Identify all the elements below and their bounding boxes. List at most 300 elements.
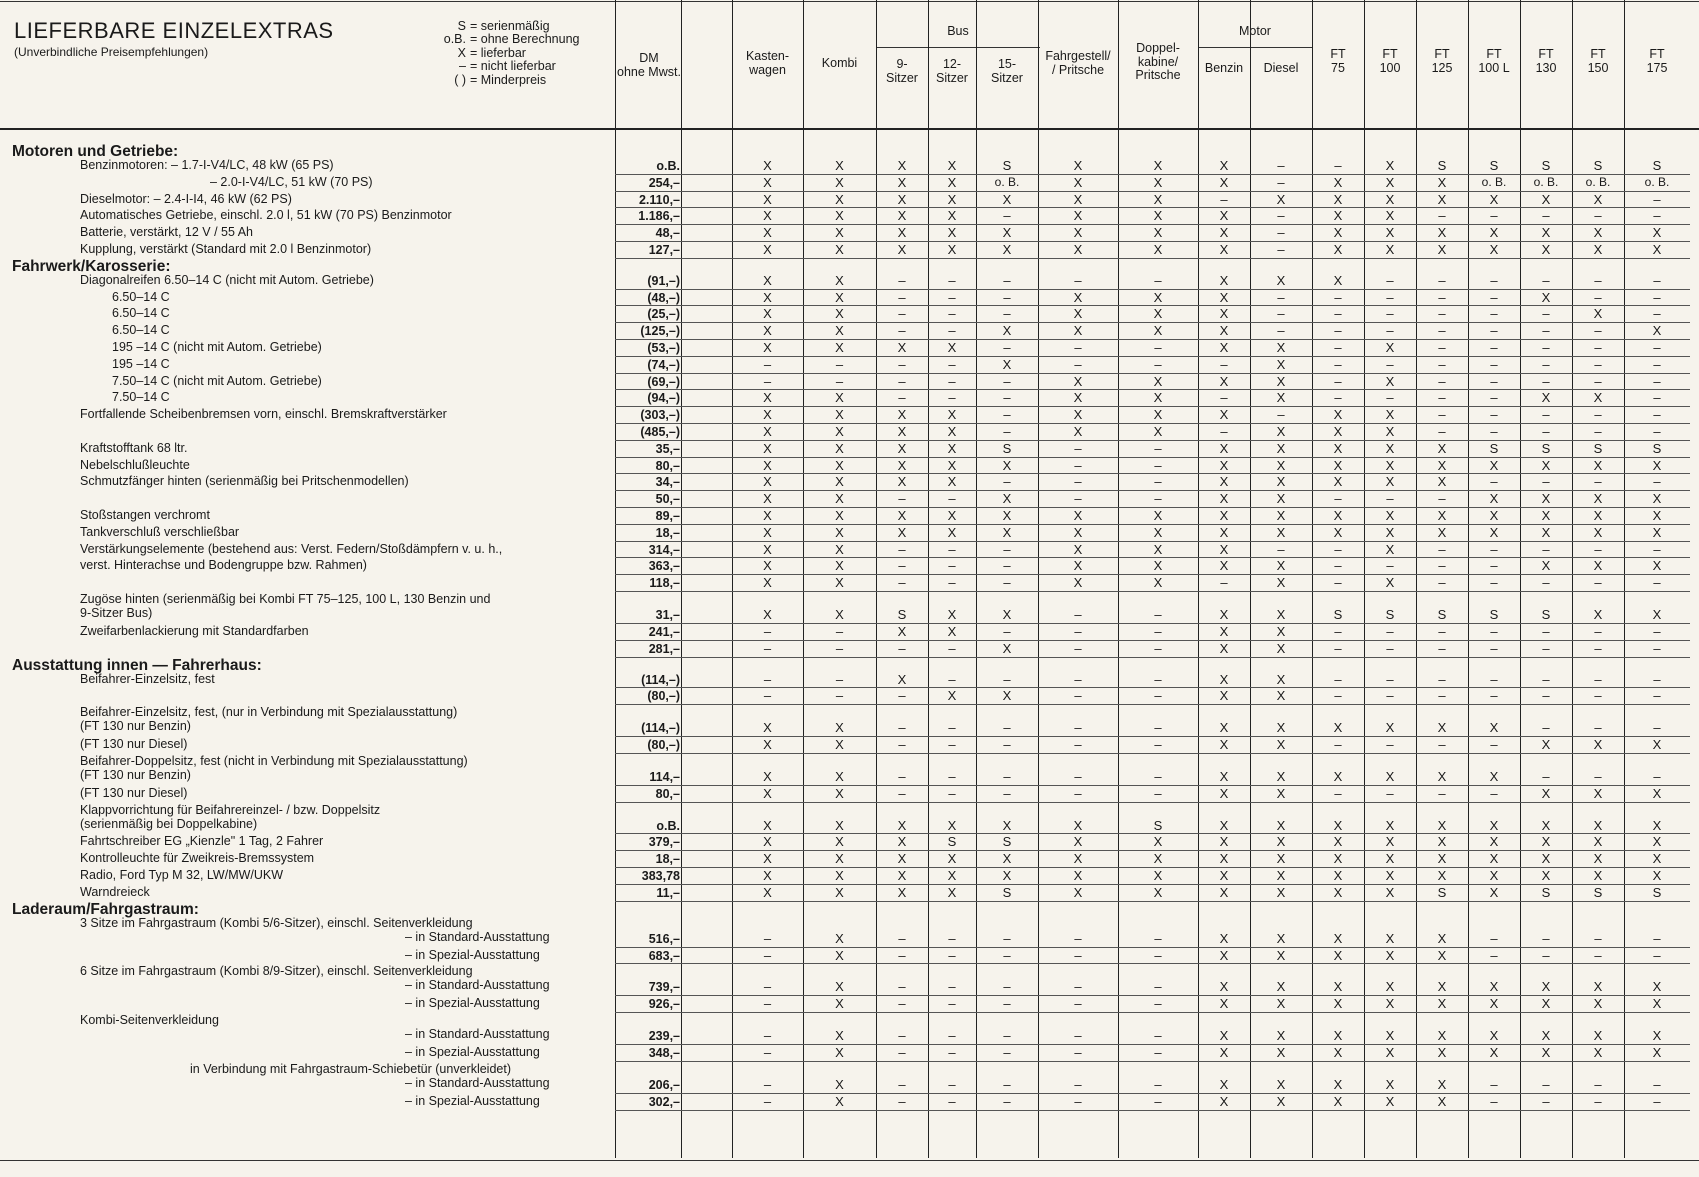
row-label: Automatisches Getriebe, einschl. 2.0 l, 51 kW (70 PS) Benzinmotor <box>80 208 452 223</box>
availability-mark: X <box>1593 834 1603 850</box>
bus-group-header: Bus <box>947 24 969 38</box>
availability-mark: – <box>898 1076 906 1092</box>
availability-mark: – <box>898 1093 906 1109</box>
availability-mark: – <box>1334 558 1342 574</box>
availability-mark: – <box>1653 1093 1661 1109</box>
availability-mark: – <box>763 688 772 704</box>
availability-mark: – <box>1334 688 1342 704</box>
availability-mark: – <box>1653 289 1661 305</box>
availability-mark: X <box>1219 457 1229 473</box>
availability-mark: X <box>1437 768 1447 784</box>
availability-mark: X <box>835 737 844 753</box>
availability-mark: X <box>1385 930 1395 946</box>
row-label-continued: – in Standard-Ausstattung <box>405 1027 550 1042</box>
availability-mark: – <box>898 491 906 507</box>
availability-mark: – <box>1386 491 1394 507</box>
availability-mark: X <box>1385 407 1395 423</box>
availability-mark: X <box>1385 868 1395 884</box>
availability-mark: – <box>1542 208 1550 224</box>
column-header: 175 <box>1646 60 1668 75</box>
availability-mark: X <box>763 851 772 867</box>
availability-mark: – <box>1594 424 1602 439</box>
row-label: 195 –14 C (nicht mit Autom. Getriebe) <box>112 340 322 354</box>
availability-mark: X <box>1002 242 1012 257</box>
availability-mark: – <box>1386 671 1394 687</box>
availability-mark: X <box>835 390 844 406</box>
availability-mark: X <box>947 623 957 639</box>
availability-mark: X <box>1276 373 1286 389</box>
availability-mark: X <box>835 834 844 850</box>
availability-mark: – <box>1277 242 1285 257</box>
row-price: 281,– <box>648 641 680 656</box>
availability-mark: X <box>1276 1028 1286 1044</box>
availability-mark: – <box>1490 640 1498 656</box>
availability-mark: X <box>1219 491 1229 507</box>
availability-mark: S <box>1002 884 1012 900</box>
availability-mark: X <box>835 868 844 884</box>
availability-mark: S <box>1385 607 1395 622</box>
availability-mark: – <box>1003 1045 1011 1061</box>
availability-mark: X <box>1385 947 1395 963</box>
availability-mark: X <box>897 671 907 687</box>
availability-mark: – <box>898 720 906 736</box>
row-price: (48,–) <box>647 290 680 305</box>
availability-mark: – <box>1653 640 1661 656</box>
availability-mark: X <box>1333 996 1343 1012</box>
row-label-continued: 9-Sitzer Bus) <box>80 606 153 620</box>
availability-mark: – <box>1154 457 1162 473</box>
availability-mark: – <box>1438 289 1446 305</box>
availability-mark: – <box>1074 272 1082 288</box>
availability-mark: X <box>1002 491 1012 507</box>
availability-mark: X <box>1593 225 1603 241</box>
availability-mark: X <box>1219 1093 1229 1109</box>
availability-mark: X <box>1437 817 1447 833</box>
row-label: (FT 130 nur Diesel) <box>80 785 188 800</box>
availability-mark: – <box>1154 930 1162 946</box>
availability-mark: X <box>897 225 907 241</box>
availability-mark: – <box>1490 407 1498 423</box>
availability-mark: X <box>835 491 844 507</box>
availability-mark: X <box>1593 607 1603 622</box>
availability-mark: X <box>897 474 907 490</box>
availability-mark: X <box>1153 508 1163 523</box>
availability-mark: X <box>1153 884 1163 900</box>
availability-mark: – <box>898 930 906 946</box>
availability-mark: – <box>1003 373 1011 389</box>
availability-mark: X <box>1219 1045 1229 1061</box>
row-price: 348,– <box>648 1046 680 1061</box>
availability-mark: X <box>1219 225 1229 241</box>
availability-mark: – <box>948 671 956 687</box>
availability-mark: X <box>1219 640 1229 656</box>
availability-mark: – <box>763 996 772 1012</box>
availability-mark: – <box>1154 1093 1162 1109</box>
availability-mark: – <box>1003 930 1011 946</box>
availability-mark: X <box>1333 1076 1343 1092</box>
availability-mark: X <box>1153 373 1163 389</box>
availability-mark: X <box>897 508 907 523</box>
availability-mark: – <box>1074 491 1082 507</box>
legend-key: – <box>459 59 466 74</box>
availability-mark: X <box>1276 474 1286 490</box>
availability-mark: – <box>1220 575 1228 591</box>
availability-mark: – <box>1490 785 1498 801</box>
availability-mark: X <box>897 242 907 257</box>
availability-mark: X <box>1333 424 1343 439</box>
availability-mark: – <box>948 930 956 946</box>
availability-mark: X <box>835 947 844 963</box>
availability-mark: – <box>763 979 772 995</box>
column-header: 12- <box>942 57 962 71</box>
section-title: Laderaum/Fahrgastraum: <box>12 900 199 918</box>
availability-mark: X <box>1153 390 1163 406</box>
availability-mark: – <box>1003 208 1011 224</box>
availability-mark: – <box>1438 356 1446 372</box>
availability-mark: X <box>1002 851 1012 867</box>
availability-mark: X <box>947 457 957 473</box>
price-column-header-sub: ohne Mwst. <box>617 65 681 79</box>
availability-mark: X <box>835 524 844 540</box>
legend-text: = lieferbar <box>470 45 526 60</box>
availability-mark: X <box>1333 457 1343 473</box>
availability-mark: – <box>1277 158 1285 173</box>
availability-mark: X <box>1437 720 1447 736</box>
availability-mark: X <box>1652 524 1662 540</box>
legend-key: S <box>457 19 466 33</box>
availability-mark: – <box>1438 323 1446 339</box>
availability-mark: X <box>1002 356 1012 372</box>
row-price: (25,–) <box>647 307 680 322</box>
row-price: (485,–) <box>640 425 680 439</box>
availability-mark: X <box>1276 491 1286 507</box>
availability-mark: – <box>1074 996 1082 1012</box>
availability-mark: X <box>1385 1045 1395 1061</box>
availability-mark: X <box>947 607 957 622</box>
availability-mark: X <box>1073 289 1083 305</box>
availability-mark: X <box>1333 440 1343 456</box>
availability-mark: – <box>1003 996 1011 1012</box>
availability-mark: – <box>948 720 956 736</box>
availability-mark: X <box>1385 996 1395 1012</box>
availability-mark: X <box>1002 191 1012 207</box>
availability-mark: – <box>763 373 772 389</box>
availability-mark: X <box>1153 868 1163 884</box>
availability-mark: X <box>1437 1028 1447 1044</box>
availability-mark: X <box>897 851 907 867</box>
availability-mark: – <box>1438 208 1446 224</box>
availability-mark: X <box>835 768 844 784</box>
availability-mark: – <box>1490 289 1498 305</box>
row-label: 3 Sitze im Fahrgastraum (Kombi 5/6-Sitzer), einschl. Seitenverkleidung <box>80 915 473 930</box>
availability-mark: – <box>1490 737 1498 753</box>
availability-mark: – <box>1386 688 1394 704</box>
availability-mark: X <box>1219 373 1229 389</box>
availability-mark: – <box>1438 491 1446 507</box>
row-price: 48,– <box>655 226 680 241</box>
column-header: Sitzer <box>991 70 1023 85</box>
row-label: Zweifarbenlackierung mit Standardfarben <box>80 623 309 638</box>
availability-mark: X <box>1593 491 1603 507</box>
availability-mark: X <box>947 817 957 833</box>
availability-mark: X <box>1219 440 1229 456</box>
availability-mark: – <box>1277 174 1285 190</box>
section-title: Motoren und Getriebe: <box>12 143 179 160</box>
availability-mark: – <box>1653 930 1661 946</box>
section-title: Ausstattung innen — Fahrerhaus: <box>12 656 262 674</box>
availability-mark: – <box>948 1028 956 1044</box>
availability-mark: X <box>1489 491 1499 507</box>
availability-mark: X <box>1652 834 1662 850</box>
availability-mark: – <box>1653 623 1661 639</box>
availability-mark: – <box>1003 272 1011 288</box>
availability-mark: – <box>1542 575 1550 591</box>
availability-mark: X <box>1385 508 1395 523</box>
availability-mark: X <box>1219 785 1229 801</box>
availability-mark: – <box>1594 373 1602 389</box>
availability-mark: X <box>1073 851 1083 867</box>
availability-mark: – <box>1074 1076 1082 1092</box>
availability-mark: – <box>1542 930 1550 946</box>
availability-mark: X <box>1276 508 1286 523</box>
row-price: 363,– <box>648 559 680 574</box>
availability-mark: – <box>1334 491 1342 507</box>
availability-mark: X <box>835 174 844 190</box>
availability-mark: X <box>1593 979 1603 995</box>
row-rule <box>615 802 1690 803</box>
availability-mark: X <box>1276 947 1286 963</box>
availability-mark: S <box>1437 884 1447 900</box>
availability-mark: – <box>948 575 956 591</box>
availability-mark: – <box>1220 424 1228 439</box>
availability-mark: – <box>1438 424 1446 439</box>
row-price: 241,– <box>648 624 680 639</box>
row-price: 254,– <box>648 175 680 190</box>
row-label: Stoßstangen verchromt <box>80 508 210 522</box>
availability-mark: X <box>1437 930 1447 946</box>
availability-mark: – <box>1490 541 1498 557</box>
column-header: 15- <box>997 57 1017 71</box>
legend-entry <box>412 20 579 33</box>
availability-mark: X <box>897 868 907 884</box>
row-label: Beifahrer-Einzelsitz, fest <box>80 671 215 686</box>
column-header: Benzin <box>1204 61 1244 75</box>
availability-mark: – <box>1594 575 1602 591</box>
availability-mark: – <box>1386 390 1394 406</box>
availability-mark: X <box>1219 884 1229 900</box>
availability-mark: X <box>1153 208 1163 224</box>
availability-mark: – <box>1154 623 1162 639</box>
availability-mark: X <box>1276 884 1286 900</box>
availability-mark: – <box>1386 640 1394 656</box>
availability-mark: – <box>1438 785 1446 801</box>
availability-mark: – <box>1334 541 1342 557</box>
availability-mark: – <box>1594 323 1602 339</box>
availability-mark: X <box>835 930 844 946</box>
availability-mark: X <box>1652 1045 1662 1061</box>
availability-mark: – <box>763 1076 772 1092</box>
row-price: (125,–) <box>640 324 680 339</box>
availability-mark: X <box>1153 524 1163 540</box>
row-label: – 2.0-I-V4/LC, 51 kW (70 PS) <box>210 174 373 189</box>
column-header: 100 L <box>1478 60 1510 75</box>
availability-mark: – <box>1490 688 1498 704</box>
availability-mark: X <box>1593 242 1603 257</box>
row-price: 127,– <box>648 243 680 257</box>
availability-mark: – <box>1653 340 1661 355</box>
availability-mark: X <box>1276 834 1286 850</box>
availability-mark: X <box>1652 457 1662 473</box>
availability-mark: – <box>1653 768 1661 784</box>
availability-mark: X <box>1437 996 1447 1012</box>
row-price: (80,–) <box>647 738 680 753</box>
row-price: o.B. <box>656 818 680 833</box>
availability-mark: – <box>1438 640 1446 656</box>
availability-mark: X <box>1541 851 1551 867</box>
availability-mark: X <box>1333 1045 1343 1061</box>
row-price: 80,– <box>655 786 680 801</box>
availability-mark: – <box>1594 407 1602 423</box>
row-price: 35,– <box>655 441 680 456</box>
availability-mark: X <box>1073 508 1083 523</box>
availability-mark: X <box>1437 834 1447 850</box>
column-header: FT <box>1330 47 1346 61</box>
row-rule <box>615 657 1690 658</box>
availability-mark: X <box>1489 1045 1499 1061</box>
availability-mark: X <box>897 440 907 456</box>
availability-mark: X <box>835 272 844 288</box>
availability-mark: – <box>1003 575 1011 591</box>
row-price: (94,–) <box>647 391 680 406</box>
availability-mark: S <box>1593 158 1603 173</box>
availability-mark: – <box>1334 158 1342 173</box>
availability-mark: X <box>1073 884 1083 900</box>
availability-mark: X <box>1219 979 1229 995</box>
row-label: Kupplung, verstärkt (Standard mit 2.0 l Benzinmotor) <box>80 242 372 256</box>
availability-mark: X <box>1489 851 1499 867</box>
row-label: Beifahrer-Einzelsitz, fest, (nur in Verbindung mit Spezialausstattung) <box>80 705 458 720</box>
availability-mark: X <box>947 407 957 423</box>
availability-mark: X <box>1385 834 1395 850</box>
availability-mark: – <box>1438 688 1446 704</box>
column-header: 9- <box>896 57 908 71</box>
availability-mark: – <box>1386 272 1394 288</box>
availability-mark: X <box>897 158 907 173</box>
availability-mark: – <box>763 623 772 639</box>
row-label: Dieselmotor: – 2.4-I-I4, 46 kW (62 PS) <box>80 191 292 206</box>
row-label: Kombi-Seitenverkleidung <box>80 1013 219 1028</box>
row-label: Diagonalreifen 6.50–14 C (nicht mit Autom. Getriebe) <box>80 272 374 287</box>
availability-mark: – <box>1334 323 1342 339</box>
availability-mark: X <box>1437 979 1447 995</box>
section-title: Fahrwerk/Karosserie: <box>12 257 171 275</box>
availability-mark: – <box>835 373 844 389</box>
availability-mark: X <box>763 424 772 439</box>
availability-mark: – <box>1074 457 1082 473</box>
availability-mark: X <box>1385 817 1395 833</box>
availability-mark: X <box>1437 474 1447 490</box>
availability-mark: X <box>1276 785 1286 801</box>
availability-mark: S <box>1593 440 1603 456</box>
availability-mark: X <box>1385 474 1395 490</box>
row-label: Batterie, verstärkt, 12 V / 55 Ah <box>80 225 254 240</box>
availability-mark: – <box>1438 340 1446 355</box>
availability-mark: X <box>1541 390 1551 406</box>
availability-mark: X <box>835 158 844 173</box>
availability-mark: – <box>1490 558 1498 574</box>
availability-mark: – <box>1074 1093 1082 1109</box>
availability-mark: X <box>1276 524 1286 540</box>
row-price: 516,– <box>648 931 680 946</box>
availability-mark: X <box>1276 688 1286 704</box>
availability-mark: – <box>898 1045 906 1061</box>
availability-mark: – <box>948 306 956 322</box>
availability-mark: – <box>1154 356 1162 372</box>
availability-mark: X <box>835 541 844 557</box>
availability-mark: – <box>1074 474 1082 490</box>
availability-mark: – <box>1003 623 1011 639</box>
availability-mark: X <box>1219 541 1229 557</box>
availability-mark: X <box>1385 208 1395 224</box>
availability-mark: – <box>1542 640 1550 656</box>
availability-mark: X <box>1153 225 1163 241</box>
availability-mark: X <box>1153 158 1163 173</box>
availability-mark: X <box>1333 979 1343 995</box>
availability-mark: X <box>1652 868 1662 884</box>
availability-mark: – <box>1438 737 1446 753</box>
availability-mark: – <box>1220 356 1228 372</box>
availability-mark: – <box>1542 323 1550 339</box>
availability-mark: X <box>1219 1028 1229 1044</box>
availability-mark: X <box>1073 373 1083 389</box>
availability-mark: – <box>835 688 844 704</box>
availability-mark: X <box>1219 737 1229 753</box>
availability-mark: X <box>763 272 772 288</box>
availability-mark: – <box>763 356 772 372</box>
motor-group-rule <box>1198 47 1312 48</box>
row-label: 7.50–14 C <box>112 390 170 405</box>
availability-mark: X <box>1385 174 1395 190</box>
availability-mark: – <box>1277 407 1285 423</box>
availability-mark: – <box>1542 373 1550 389</box>
availability-mark: – <box>898 541 906 557</box>
availability-mark: – <box>1154 720 1162 736</box>
availability-mark: X <box>947 174 957 190</box>
availability-mark: – <box>1074 720 1082 736</box>
availability-mark: – <box>948 541 956 557</box>
availability-mark: S <box>1153 817 1163 833</box>
availability-mark: X <box>1073 208 1083 224</box>
column-header: 125 <box>1431 60 1453 75</box>
availability-mark: X <box>1437 440 1447 456</box>
availability-mark: X <box>1489 1028 1499 1044</box>
availability-mark: X <box>1437 225 1447 241</box>
availability-mark: X <box>1219 272 1229 288</box>
availability-mark: X <box>1333 947 1343 963</box>
row-rule <box>615 1061 1690 1062</box>
legend-key: X <box>457 45 466 60</box>
availability-mark: X <box>1276 1076 1286 1092</box>
availability-mark: X <box>763 785 772 801</box>
row-label: – in Spezial-Ausstattung <box>405 1093 540 1108</box>
availability-mark: X <box>1219 340 1229 355</box>
availability-mark: X <box>897 208 907 224</box>
availability-mark: – <box>1438 541 1446 557</box>
availability-mark: X <box>1385 191 1395 207</box>
availability-mark: – <box>898 306 906 322</box>
availability-mark: X <box>1437 242 1447 257</box>
availability-mark: – <box>1334 306 1342 322</box>
